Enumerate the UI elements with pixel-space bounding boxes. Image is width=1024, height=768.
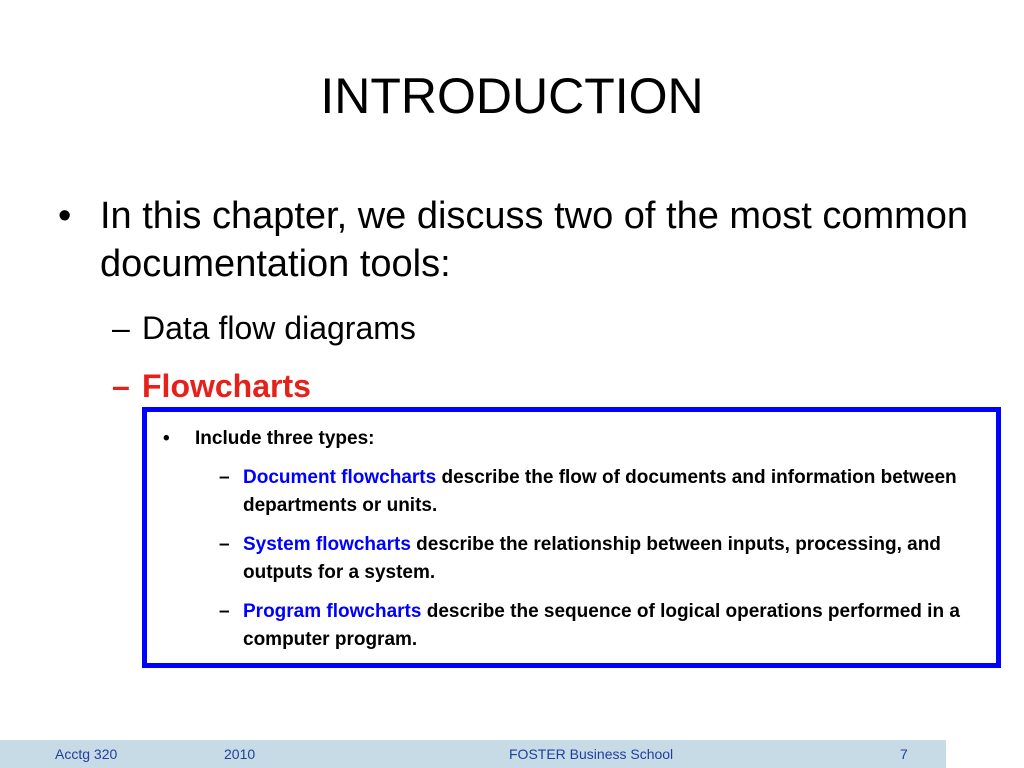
dash-glyph: – (112, 310, 130, 346)
box-lead (163, 426, 375, 452)
type-description: describe the relationship between inputs, processing, and outputs for a system. (243, 534, 941, 583)
bullet-dot: • (163, 428, 170, 449)
flowchart-type-document (219, 464, 979, 520)
sub-item-label: Flowcharts (142, 368, 311, 404)
flowchart-type-program (219, 598, 979, 654)
dash-glyph: – (219, 601, 230, 622)
box-lead-text: Include three types: (195, 428, 375, 449)
footer-course: Acctg 320 (55, 746, 118, 762)
type-term: System flowcharts (243, 534, 411, 555)
type-description: describe the flow of documents and information between departments or units. (243, 467, 957, 516)
sub-item-data-flow (112, 308, 416, 348)
bullet-dot: • (58, 195, 72, 237)
main-bullet-text: In this chapter, we discuss two of the most common documentation tools: (100, 195, 969, 285)
footer-school: FOSTER Business School (509, 746, 674, 762)
footer-page-number: 7 (900, 746, 908, 762)
flowchart-type-system (219, 531, 979, 587)
dash-glyph: – (219, 467, 230, 488)
type-term: Program flowcharts (243, 601, 422, 622)
dash-glyph: – (219, 534, 230, 555)
footer-year: 2010 (224, 746, 256, 762)
slide-footer (0, 740, 946, 768)
flowchart-types-box (142, 407, 1001, 668)
sub-item-flowcharts (112, 366, 311, 406)
sub-item-label: Data flow diagrams (142, 310, 416, 346)
type-term: Document flowcharts (243, 467, 437, 488)
slide-title: INTRODUCTION (320, 68, 704, 124)
type-description: describe the sequence of logical operations performed in a computer program. (243, 601, 960, 650)
dash-glyph: – (112, 368, 130, 404)
